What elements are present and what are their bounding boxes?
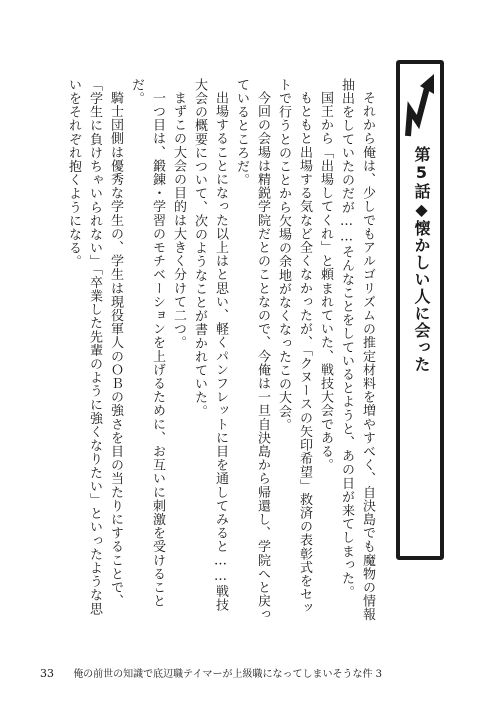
body-text <box>63 78 378 624</box>
chapter-title <box>405 146 437 373</box>
paragraph: 今回の会場は精鋭学院だとのことなので、今俺は一旦自決島から帰還し、学院へと戻っているところだ。 <box>234 78 270 622</box>
chapter-name: 懐かしい人に会った <box>412 220 431 373</box>
paragraph: もともと出場する気など全くなかったが、「クヌースの矢印希望」救済の表彰式をセットで行うとのことから欠場の余地がなくなったこの大会。 <box>276 78 312 615</box>
paragraph: 騎士団側は優秀な学生の、学生は現役軍人のＯＢの強さを目の当たりにすることで、「学生に負けちゃいられない」「卒業した先輩のように強くなりたい」といったような思いをそれぞれ抱くようになる。 <box>66 78 123 616</box>
chapter-heading-box <box>396 60 444 560</box>
paragraph: 出場することになった以上はと思い、軽くパンフレットに目を通してみると……戦技大会の概要について、次のようなことが書かれていた。 <box>192 78 228 612</box>
arrow-icon <box>402 70 438 140</box>
book-title: 俺の前世の知識で底辺職テイマーが上級職になってしまいそうな件 3 <box>73 669 383 680</box>
paragraph: それから俺は、少しでもアルゴリズムの推定材料を増やすべく、自決島でも魔物の情報抽出をしていたのだが……そんなことをしているとようと、あの日が来てしまった。 <box>339 78 375 622</box>
page-footer <box>40 665 382 680</box>
chapter-number: 第5話 <box>412 146 431 200</box>
paragraph: 国王から「出場してくれ」と頼まれていた、戦技大会である。 <box>318 91 333 472</box>
diamond-icon: ◆ <box>412 200 431 220</box>
page-number: 33 <box>40 667 54 680</box>
paragraph: 一つ目は、鍛錬・学習のモチベーションを上げるために、お互いに刺激を受けることだ。 <box>129 78 165 608</box>
paragraph: まずこの大会の目的は大きく分けて二つ。 <box>171 91 186 350</box>
